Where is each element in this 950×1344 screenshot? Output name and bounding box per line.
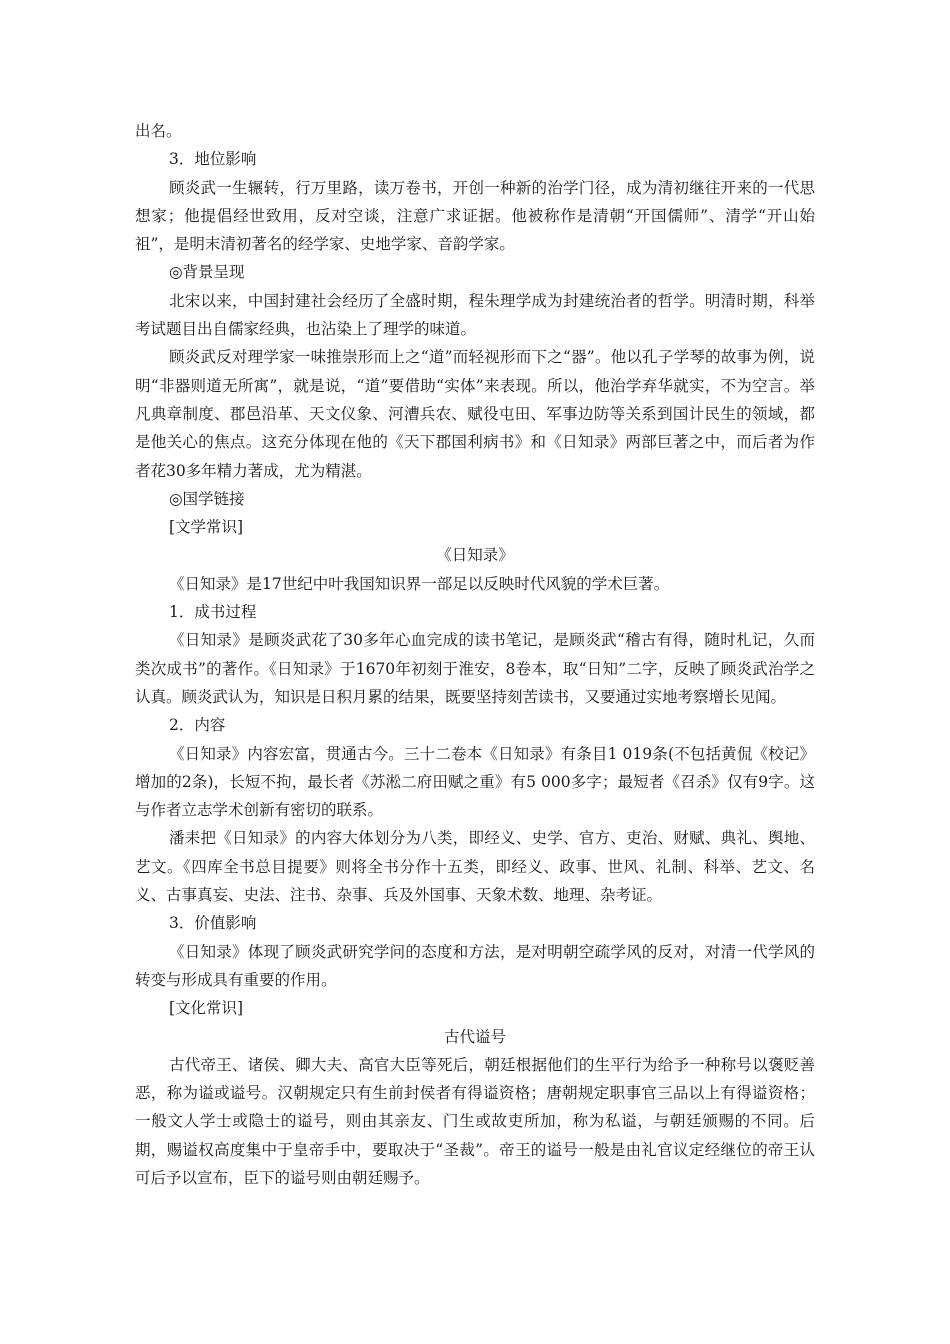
section-heading-guoxue-link: ◎国学链接	[169, 489, 245, 508]
section-heading-status-influence: 3．地位影响	[169, 150, 257, 169]
subsection-label-literature: [文学常识]	[169, 518, 244, 537]
paragraph-value: 《日知录》体现了顾炎武研究学问的态度和方法，是对明朝空疏学风的反对，对清一代学风的转变与形成具有重要的作用。	[135, 942, 815, 989]
paragraph-posthumous-names: 古代帝王、诸侯、卿大夫、高官大臣等死后，朝廷根据他们的生平行为给予一种称号以褒贬善恶，称为谥或谥号。汉朝规定只有生前封侯者有得谥资格；唐朝规定职事官三品以上有得谥资格；一般文人学士或隐士的谥号，则由其亲友、门生或故吏所加，称为私谥，与朝廷颁赐的不同。后期，赐谥权高度集中于皇帝手中，要取决于“圣裁”。帝王的谥号一般是由礼官议定经继位的帝王认可后予以宣布，臣下的谥号则由朝廷赐予。	[135, 1055, 815, 1187]
section-heading-value: 3．价值影响	[169, 914, 257, 933]
paragraph-rizhilu-intro: 《日知录》是17世纪中叶我国知识界一部足以反映时代风貌的学术巨著。	[169, 574, 670, 593]
topic-title-posthumous-names: 古代谥号	[443, 1027, 506, 1046]
paragraph-background-2: 顾炎武反对理学家一味推崇形而上之“道”而轻视形而下之“器”。他以孔子学琴的故事为例，说明“非器则道无所寓”，就是说，“道”要借助“实体”来表现。所以，他治学弃华就实，不为空言。举凡典章制度、郡邑沿革、天文仪象、河漕兵农、赋役屯田、军事边防等关系到国计民生的领域，都是他关心的焦点。这充分体现在他的《天下郡国利病书》和《日知录》两部巨著之中，而后者为作者花30多年精力著成，尤为精湛。	[135, 348, 815, 480]
paragraph-content-2: 潘耒把《日知录》的内容大体划分为八类，即经义、史学、官方、吏治、财赋、典礼、舆地、艺文。《四库全书总目提要》则将全书分作十五类，即经义、政事、世风、礼制、科举、艺文、名义、古事真妄、史法、注书、杂事、兵及外国事、天象术数、地理、杂考证。	[135, 829, 815, 905]
paragraph-continuation: 出名。	[135, 122, 182, 140]
paragraph-background-1: 北宋以来，中国封建社会经历了全盛时期，程朱理学成为封建统治者的哲学。明清时期，科举考试题目出自儒家经典，也沾染上了理学的味道。	[135, 291, 815, 339]
paragraph-content-1: 《日知录》内容宏富，贯通古今。三十二卷本《日知录》有条目1 019条(不包括黄侃《校记》增加的2条)，长短不拘，最长者《苏淞二府田赋之重》有5 000多字；最短者《召杀》仅有9字。这与作者立志学术创新有密切的联系。	[135, 744, 815, 820]
paragraph-compilation: 《日知录》是顾炎武花了30多年心血完成的读书笔记，是顾炎武“稽古有得，随时札记，久而类次成书”的著作。《日知录》于1670年初刻于淮安，8卷本，取“日知”二字，反映了顾炎武治学之认真。顾炎武认为，知识是日积月累的结果，既要坚持刻苦读书，又要通过实地考察增长见闻。	[135, 631, 815, 706]
paragraph-status-influence: 顾炎武一生辗转，行万里路，读万卷书，开创一种新的治学门径，成为清初继往开来的一代思想家；他提倡经世致用，反对空谈，注意广求证据。他被称作是清朝“开国儒师”、清学“开山始祖”，是明末清初著名的经学家、史地学家、音韵学家。	[135, 178, 815, 254]
topic-title-rizhilu: 《日知录》	[436, 546, 514, 565]
subsection-label-culture: [文化常识]	[169, 999, 244, 1018]
section-heading-content: 2．内容	[169, 716, 226, 735]
section-heading-background: ◎背景呈现	[169, 263, 245, 282]
section-heading-compilation: 1．成书过程	[169, 603, 257, 622]
